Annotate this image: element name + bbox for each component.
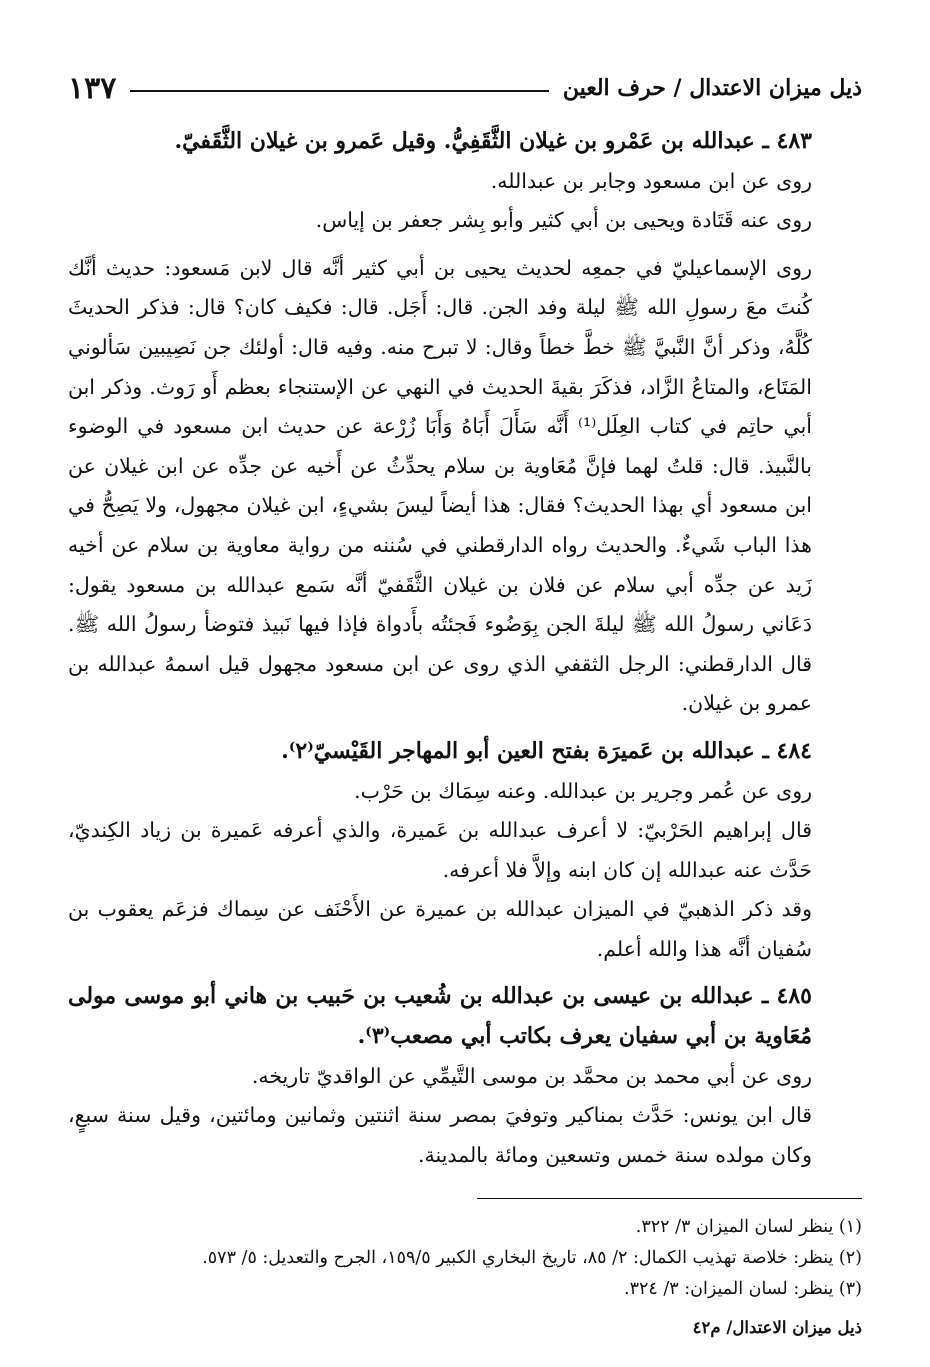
running-title: ذيل ميزان الاعتدال / حرف العين [562,75,862,101]
entry-485-ibn-yunus: قال ابن يونس: حَدَّث بمناكير وتوفيَ بمصر سنة اثنتين وثمانين ومائتين، وقيل سنة سبعٍ، وكان مولده سنة خمس وتسعين ومائة بالمدينة. [68,1103,812,1167]
footnote-separator [477,1198,862,1199]
footnote-1: (١) ينظر لسان الميزان ٣/ ٣٢٢. [635,1217,862,1237]
entry-483-narrated-by: روى عنه قَتَادة ويحيى بن أبي كثير وأبو بِشر جعفر بن إياس. [315,208,812,233]
main-text [68,122,862,1175]
entry-484-title: ٤٨٤ ـ عبدالله بن عَميرَة بفتح العين أبو المهاجر القَيْسيّ⁽٢⁾. [281,737,812,764]
entry-484-harbi-quote: قال إبراهيم الحَرْبيّ: لا أعرف عبدالله بن عَميرة، والذي أعرفه عَميرة بن زياد الكِنديّ، حَدَّث عنه عبدالله إن كان ابنه وإلاَّ فلا أعرفه. [68,818,812,882]
entry-483-discussion: روى الإسماعيليّ في جمعِه لحديث يحيى بن أبي كثير أنَّه قال لابن مَسعود: حديث أنَّك كُنتَ معَ رسولِ الله ﷺ ليلة وفد الجن. قال: أَجَل. قال: فكيف كان؟ قال: فذكر الحديثَ كُلَّهُ، وذكر أنَّ النَّبيَّ ﷺ خطَّ خطاً وقال: لا تبرح منه. وفيه قال: أولئك جن نَصِيبين سَألوني المَتَاع، والمتاعُ الزَّاد، فذكَرَ بقيةَ الحديث في النهي عن الإستنجاء بعظم أَو رَوث. وذكر ابن أبي حاتِم في كتاب العِلَل⁽¹⁾ أَنَّه سَأَلَ أَبَاهُ وَأَبَا زُرْعة عن حديث ابن مسعود في الوضوء بالنَّبيذ. قال: قلتُ لهما فإنَّ مُعَاوية بن سلام يحدِّثُ عن أَخيه عن جدِّه عن ابن غيلان عن ابن مسعود أي بهذا الحديث؟ فقال: هذا أيضاً ليسَ بشيءٍ، ابن غيلان مجهول، ولا يَصِحُّ في هذا الباب شَيءٌ. والحديث رواه الدارقطني في سُننه من رواية معاوية بن سلام عن أخيه زَيد عن جدِّه أبي سلام عن فلان بن غيلان الثَّقَفيّ أنَّه سَمع عبدالله بن مسعود يقول: دَعَاني رسولُ الله ﷺ ليلةَ الجن بِوَضُوء فَجئتُه بأَدواة فإذا فيها نَبيذ فتوضأ رسولُ الله ﷺ. قال الدارقطني: الرجل الثقفي الذي روى عن ابن مسعود مجهول قيل اسمهُ عبدالله بن عمرو بن غيلان. [68,255,812,716]
entry-485-title: ٤٨٥ ـ عبدالله بن عيسى بن عبدالله بن شُعيب بن حَبيب بن هاني أبو موسى مولى مُعَاوية بن أبي سفيان يعرف بكاتب أبي مصعب⁽٣⁾. [68,983,812,1050]
page-number: ١٣٧ [68,70,117,106]
footnotes [68,1212,862,1305]
entry-485-narration: روى عن أبي محمد بن محمَّد بن موسى التَّيمِّي عن الواقديّ تاريخه. [251,1063,812,1088]
header-rule [130,90,548,92]
entry-483-title: ٤٨٣ ـ عبدالله بن عَمْرو بن غيلان الثَّقَفِيُّ. وقيل عَمرو بن غيلان الثَّقَفيّ. [174,128,812,154]
entry-484-narration: روى عن عُمر وجرير بن عبدالله. وعنه سِمَاك بن حَرْب. [354,778,812,803]
entry-484-dhahabi-note: وقد ذكر الذهبيّ في الميزان عبدالله بن عميرة عن الأَحْنَف عن سِماك فزعَم يعقوب بن سُفيان أنَّه هذا والله أعلم. [68,897,812,961]
footnote-3: (٣) ينظر: لسان الميزان: ٣/ ٣٢٤. [623,1279,862,1299]
page-header [68,64,862,112]
footnote-2: (٢) ينظر: خلاصة تهذيب الكمال: ٢/ ٨٥، تاريخ البخاري الكبير ١٥٩/٥، الجرح والتعديل: ٥/ ٥٧٣. [202,1248,862,1268]
printer-signature: ذيل ميزان الاعتدال/ م٤٢ [692,1318,862,1337]
entry-483-narrated-from: روى عن ابن مسعود وجابر بن عبدالله. [490,168,812,193]
